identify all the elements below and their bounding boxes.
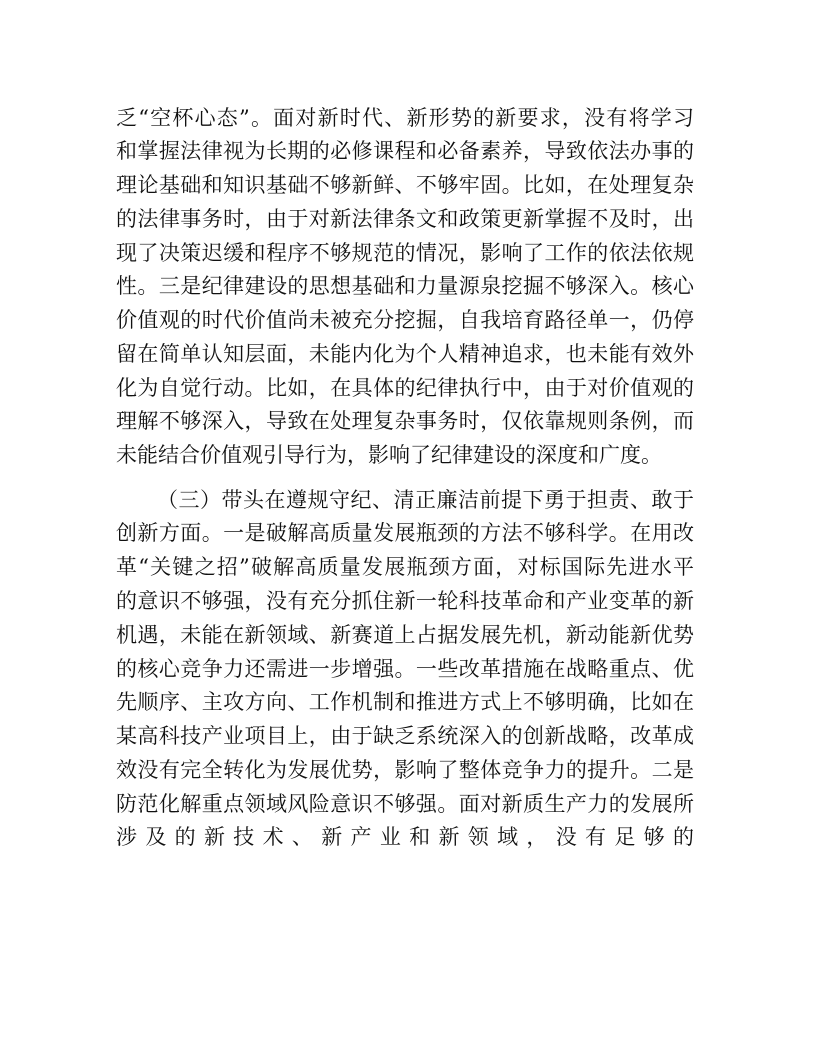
text-line: 价值观的时代价值尚未被充分挖掘，自我培育路径单一，仍停 bbox=[116, 308, 694, 332]
paragraph-last-line: 未能结合价值观引导行为，影响了纪律建设的深度和广度。 bbox=[116, 443, 662, 467]
text-line: 理论基础和知识基础不够新鲜、不够牢固。比如，在处理复杂 bbox=[116, 173, 694, 197]
text-line: 性。三是纪律建设的思想基础和力量源泉挖掘不够深入。核心 bbox=[116, 274, 694, 298]
section-heading-line: （三）带头在遵规守纪、清正廉洁前提下勇于担责、敢于 bbox=[157, 488, 694, 512]
text-line: 效没有完全转化为发展优势，影响了整体竞争力的提升。二是 bbox=[116, 758, 694, 782]
text-line: 化为自觉行动。比如，在具体的纪律执行中，由于对价值观的 bbox=[116, 376, 694, 400]
text-line: 防范化解重点领域风险意识不够强。面对新质生产力的发展所 bbox=[116, 792, 694, 816]
text-line: 现了决策迟缓和程序不够规范的情况，影响了工作的依法依规 bbox=[116, 241, 694, 265]
text-line: 的法律事务时，由于对新法律条文和政策更新掌握不及时，出 bbox=[116, 207, 694, 231]
text-line: 某高科技产业项目上，由于缺乏系统深入的创新战略，改革成 bbox=[116, 724, 694, 748]
text-line: 的意识不够强，没有充分抓住新一轮科技革命和产业变革的新 bbox=[116, 589, 694, 613]
text-line: 涉及的新技术、新产业和新领域，没有足够的 bbox=[116, 825, 694, 849]
text-line: 机遇，未能在新领域、新赛道上占据发展先机，新动能新优势 bbox=[116, 623, 694, 647]
text-line: 先顺序、主攻方向、工作机制和推进方式上不够明确，比如在 bbox=[116, 690, 694, 714]
text-line: 乏“空杯心态”。面对新时代、新形势的新要求，没有将学习 bbox=[116, 106, 694, 130]
text-line: 革“关键之招”破解高质量发展瓶颈方面，对标国际先进水平 bbox=[116, 555, 694, 579]
text-line: 留在简单认知层面，未能内化为个人精神追求，也未能有效外 bbox=[116, 342, 694, 366]
text-line: 的核心竞争力还需进一步增强。一些改革措施在战略重点、优 bbox=[116, 657, 694, 681]
text-line: 理解不够深入，导致在处理复杂事务时，仅依靠规则条例，而 bbox=[116, 409, 694, 433]
text-line: 创新方面。一是破解高质量发展瓶颈的方法不够科学。在用改 bbox=[116, 521, 694, 545]
text-line: 和掌握法律视为长期的必修课程和必备素养，导致依法办事的 bbox=[116, 139, 694, 163]
